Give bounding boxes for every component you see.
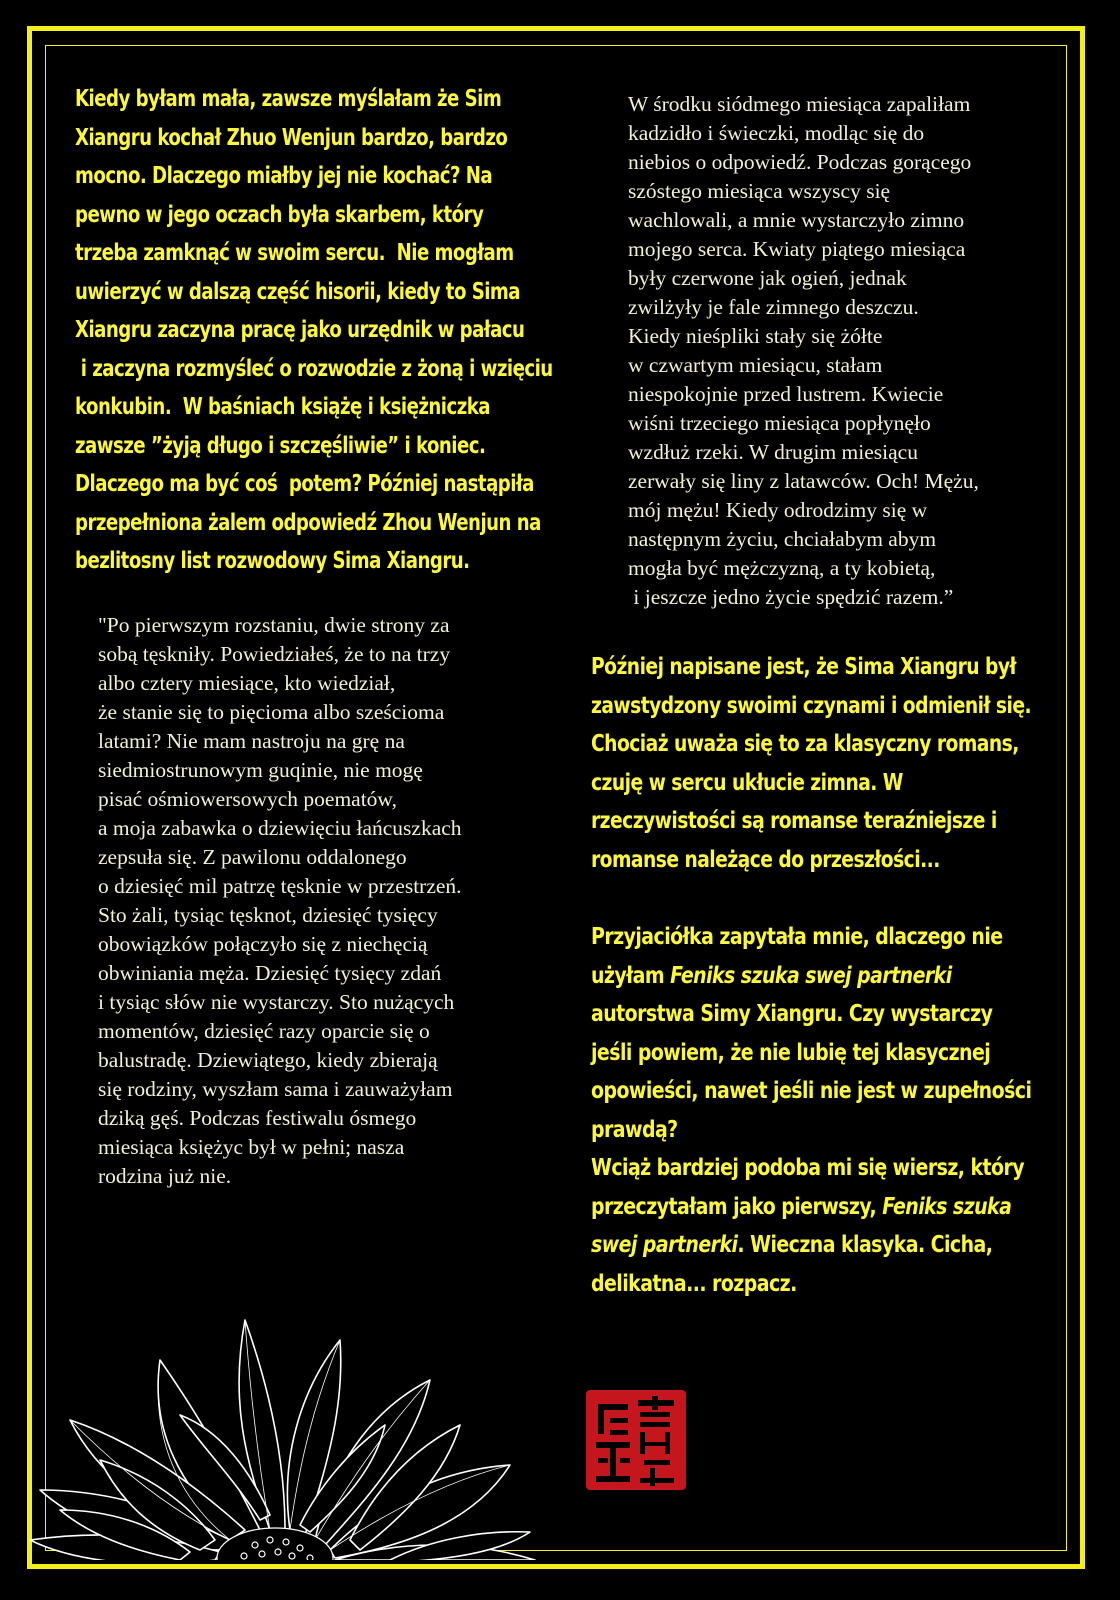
letter-line: latami? Nie mam nastroju na grę na (98, 729, 405, 753)
letter-line: wzdłuż rzeki. W drugim miesiącu (628, 440, 918, 464)
letter-line: były czerwone jak ogień, jednak (628, 266, 907, 290)
letter-line: pisać ośmiowersowych poematów, (98, 787, 397, 811)
text-line: romanse należące do przeszłości... (591, 846, 940, 873)
letter-line: że stanie się to pięcioma albo sześcioma (98, 700, 445, 724)
letter-line: mogła być mężczyzną, a ty kobietą, (628, 556, 936, 580)
poem-title: swej partnerki (591, 1232, 738, 1258)
chinese-seal-stamp-icon (582, 1384, 690, 1496)
letter-line: niebios o odpowiedź. Podczas gorącego (628, 150, 972, 174)
text-span: . Wieczna klasyka. Cicha, (737, 1232, 993, 1258)
letter-line: dziką gęś. Podczas festiwalu ósmego (98, 1106, 417, 1130)
letter-line: się rodziny, wyszłam sama i zauważyłam (98, 1077, 453, 1101)
text-line: Później napisane jest, że Sima Xiangru był (591, 654, 1016, 680)
left-intro-paragraph (75, 80, 553, 581)
letter-line: o dziesięć mil patrzę tęsknie w przestrzeń. (98, 874, 462, 898)
letter-line: momentów, dziesięć razy oparcie się o (98, 1019, 430, 1043)
letter-line: balustradę. Dziewiątego, kiedy zbierają (98, 1048, 438, 1072)
text-line: mocno. Dlaczego miałby jej nie kochać? Na (75, 163, 493, 189)
letter-line: Kiedy nieśpliki stały się żółte (628, 324, 883, 348)
text-line: Xiangru zaczyna pracę jako urzędnik w pałacu (75, 317, 525, 343)
text-line: Dlaczego ma być coś potem? Później nastąpiła (75, 471, 534, 497)
text-line: opowieści, nawet jeśli nie jest w zupełności (591, 1078, 1032, 1104)
text-line: zawstydzony swoimi czynami i odmienił się. (591, 692, 1032, 719)
text-line: pewno w jego oczach była skarbem, który (75, 201, 484, 228)
letter-line: i tysiąc słów nie wystarczy. Sto nużących (98, 990, 455, 1014)
letter-line: zepsuła się. Z pawilonu oddalonego (98, 845, 407, 869)
letter-line: Sto żali, tysiąc tęsknot, dziesięć tysięcy (98, 903, 438, 927)
text-line: Kiedy byłam mała, zawsze myślałam że Sim (75, 86, 502, 112)
letter-line: miesiąca księżyc był w pełni; nasza (98, 1135, 405, 1159)
friend-question-paragraph (591, 918, 1031, 1303)
letter-line: i jeszcze jedno życie spędzić razem.” (628, 585, 954, 609)
letter-line: mojego serca. Kwiaty piątego miesiąca (628, 237, 966, 261)
letter-line: wachlowali, a mnie wystarczyło zimno (628, 208, 965, 232)
letter-line: zerwały się liny z latawców. Och! Mężu, (628, 469, 979, 493)
letter-continuation (628, 90, 979, 612)
text-line: bezlitosny list rozwodowy Sima Xiangru. (75, 548, 470, 574)
text-line: Xiangru kochał Zhuo Wenjun bardzo, bardzo (75, 124, 508, 151)
text-line: trzeba zamknąć w swoim sercu. Nie mogłam (75, 240, 514, 266)
text-line: Przyjaciółka zapytała mnie, dlaczego nie (591, 924, 1003, 950)
text-line: czuję w sercu ukłucie zimna. W (591, 769, 903, 796)
poem-title: Feniks szuka swej partnerki (670, 962, 952, 989)
text-line: jeśli powiem, że nie lubię tej klasycznej (591, 1039, 991, 1066)
letter-line: kadzidło i świeczki, modląc się do (628, 121, 925, 145)
letter-line: a moja zabawka o dziewięciu łańcuszkach (98, 816, 462, 840)
text-line: konkubin. W baśniach książę i księżniczka (75, 394, 491, 420)
letter-line: rodzina już nie. (98, 1164, 232, 1188)
letter-line: mój mężu! Kiedy odrodzimy się w (628, 498, 928, 522)
text-line: rzeczywistości są romanse teraźniejsze i (591, 808, 997, 834)
letter-line: obwiniania męża. Dziesięć tysięcy zdań (98, 961, 442, 985)
aftermath-paragraph (591, 648, 1031, 879)
text-line: przepełniona żalem odpowiedź Zhou Wenjun na (75, 509, 541, 536)
text-line (591, 1226, 1031, 1265)
text-line: autorstwa Simy Xiangru. Czy wystarczy (591, 1001, 993, 1027)
text-line: zawsze ”żyją długo i szczęśliwie” i koniec. (75, 432, 486, 459)
text-line: Wciąż bardziej podoba mi się wiersz, który (591, 1155, 1025, 1181)
letter-line: sobą tęskniły. Powiedziałeś, że to na trzy (98, 642, 451, 666)
letter-line: szóstego miesiąca wszyscy się (628, 179, 891, 203)
letter-line: niespokojnie przed lustrem. Kwiecie (628, 382, 944, 406)
letter-line: siedmiostrunowym guqinie, nie mogę (98, 758, 423, 782)
text-line: delikatna... rozpacz. (591, 1270, 797, 1297)
letter-line: w czwartym miesiącu, stałam (628, 353, 883, 377)
letter-line: zwilżyły je fale zimnego deszczu. (628, 295, 919, 319)
text-line: prawdą? (591, 1116, 678, 1143)
text-line: i zaczyna rozmyśleć o rozwodzie z żoną i wzięciu (75, 355, 553, 382)
text-line: Chociaż uważa się to za klasyczny romans, (591, 731, 1019, 757)
letter-line: obowiązków połączyło się z niechęcią (98, 932, 428, 956)
chrysanthemum-icon (30, 1240, 550, 1560)
text-line: uwierzyć w dalszą część hisorii, kiedy to Sima (75, 278, 521, 305)
letter-line: "Po pierwszym rozstaniu, dwie strony za (98, 613, 450, 637)
text-line (591, 957, 1031, 996)
letter-line: albo cztery miesiące, kto wiedział, (98, 671, 396, 695)
letter-quote (98, 611, 462, 1191)
text-span: przeczytałam jako pierwszy, (591, 1193, 883, 1220)
poem-title: Feniks szuka (882, 1193, 1012, 1220)
letter-line: W środku siódmego miesiąca zapaliłam (628, 92, 971, 116)
text-line (591, 1188, 1031, 1227)
letter-line: następnym życiu, chciałabym abym (628, 527, 937, 551)
text-span: użyłam (591, 962, 671, 989)
letter-line: wiśni trzeciego miesiąca popłynęło (628, 411, 931, 435)
